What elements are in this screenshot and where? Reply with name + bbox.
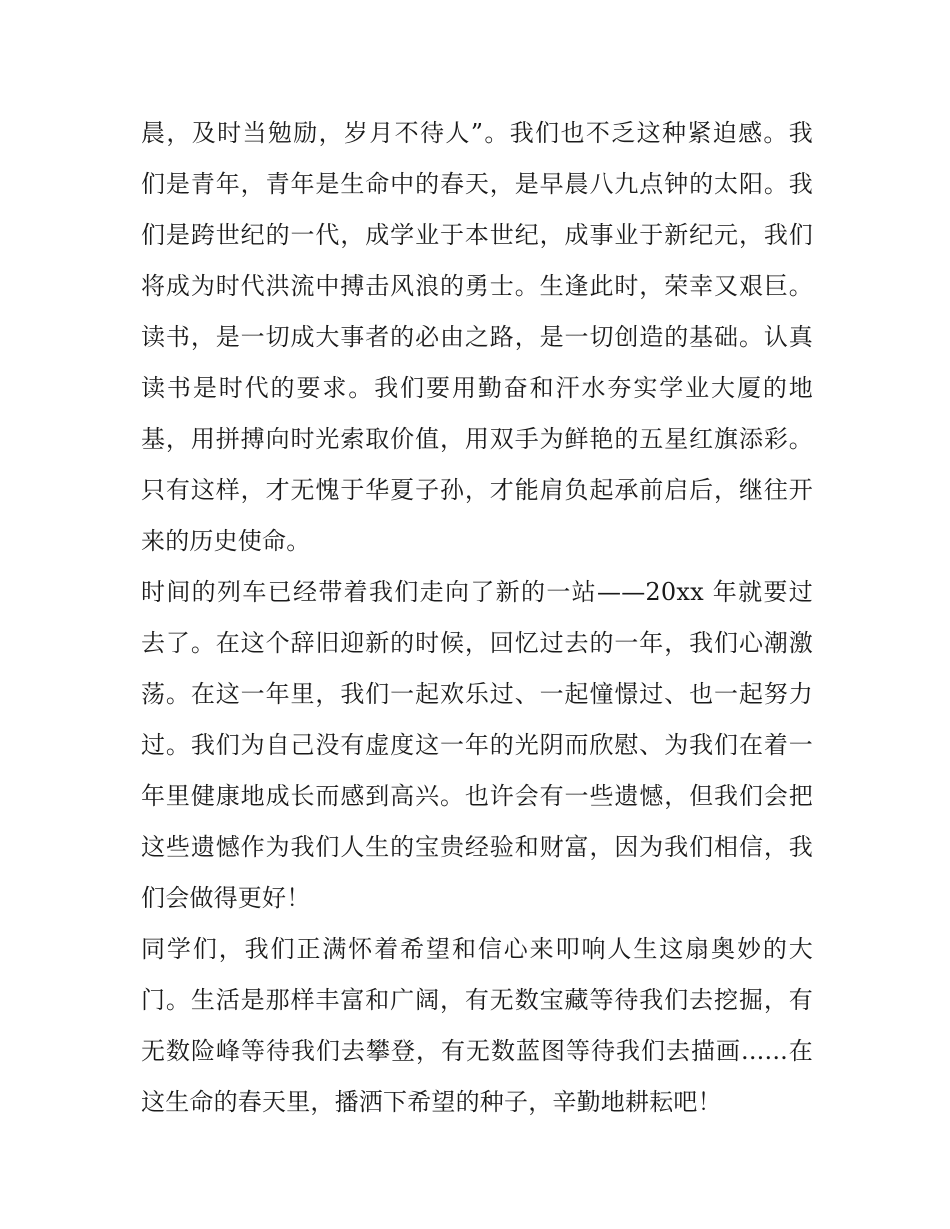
text-line: 读书，是一切成大事者的必由之路，是一切创造的基础。认真: [141, 323, 813, 351]
text-line: 荡。在这一年里，我们一起欢乐过、一起憧憬过、也一起努力: [141, 680, 813, 708]
text-line: 基，用拼搏向时光索取价值，用双手为鲜艳的五星红旗添彩。: [141, 425, 813, 453]
text-line: 同学们，我们正满怀着希望和信心来叩响人生这扇奥妙的大: [141, 935, 813, 963]
text-line: 年里健康地成长而感到高兴。也许会有一些遗憾，但我们会把: [141, 782, 813, 810]
text-line: 门。生活是那样丰富和广阔，有无数宝藏等待我们去挖掘，有: [141, 986, 813, 1014]
text-line: 这生命的春天里，播洒下希望的种子，辛勤地耕耘吧！: [141, 1088, 722, 1116]
text-line: 去了。在这个辞旧迎新的时候，回忆过去的一年，我们心潮激: [141, 629, 813, 657]
text-line: 来的历史使命。: [141, 527, 311, 555]
paragraph-3: [141, 924, 813, 1128]
paragraph-1: [141, 108, 813, 567]
text-line: 只有这样，才无愧于华夏子孙，才能肩负起承前启后，继往开: [141, 476, 813, 504]
text-line: 晨，及时当勉励，岁月不待人”。我们也不乏这种紧迫感。我: [141, 119, 813, 147]
text-line: 这些遗憾作为我们人生的宝贵经验和财富，因为我们相信，我: [141, 833, 813, 861]
text-line: 读书是时代的要求。我们要用勤奋和汗水夯实学业大厦的地: [141, 374, 813, 402]
text-line: 无数险峰等待我们去攀登，有无数蓝图等待我们去描画......在: [141, 1037, 813, 1065]
text-line: 将成为时代洪流中搏击风浪的勇士。生逢此时，荣幸又艰巨。: [141, 272, 813, 300]
text-line: 们是青年，青年是生命中的春天，是早晨八九点钟的太阳。我: [141, 170, 813, 198]
body-text: [141, 108, 813, 1128]
text-line: 们是跨世纪的一代，成学业于本世纪，成事业于新纪元，我们: [141, 221, 813, 249]
text-line: 们会做得更好！: [141, 884, 311, 912]
text-line: 时间的列车已经带着我们走向了新的一站——20xx 年就要过: [141, 578, 813, 606]
paragraph-2: [141, 567, 813, 924]
text-line: 过。我们为自己没有虚度这一年的光阴而欣慰、为我们在着一: [141, 731, 813, 759]
